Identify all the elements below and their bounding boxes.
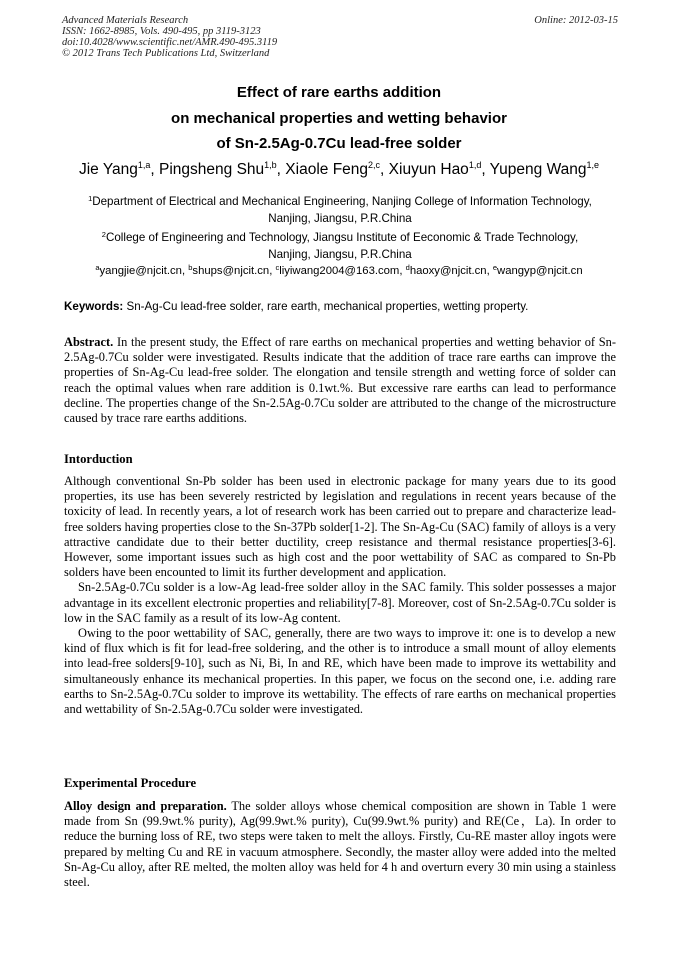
author-name: Pingsheng Shu (159, 161, 265, 178)
author-sep: , (276, 161, 286, 178)
email-address[interactable]: shups@njcit.cn (192, 265, 270, 277)
author-name: Jie Yang (78, 161, 138, 178)
email-sup: e (492, 263, 498, 272)
email-address[interactable]: liyiwang2004@163.com (279, 265, 400, 277)
title-line-3: of Sn-2.5Ag-0.7Cu lead-free solder (216, 135, 462, 152)
journal-name: Advanced Materials Research (62, 15, 189, 26)
author-sup: 1,a (137, 160, 151, 170)
email-sep: , (269, 265, 276, 277)
email-address[interactable]: wangyp@njcit.cn (497, 265, 583, 277)
doi-line[interactable]: doi:10.4028/www.scientific.net/AMR.490-495.3119 (62, 37, 278, 48)
journal-header (62, 15, 618, 59)
email-sep: , (399, 265, 406, 277)
author (389, 161, 490, 178)
affiliation-sup: 1 (88, 194, 93, 203)
author-name: Xiuyun Hao (388, 161, 469, 178)
introduction-paragraph-2: Sn-2.5Ag-0.7Cu solder is a low-Ag lead-free solder alloy in the SAC family. This solder possesses a major advantage in its excellent electronic properties and reliability[7-8]. Moreover, cost of Sn-2.5Ag-0.7Cu solder is low in the SAC family as a result of its low-Ag content. (64, 580, 616, 625)
email-sep: , (181, 265, 189, 277)
author-sep: , (150, 161, 160, 178)
subsection-label: Alloy design and preparation. (64, 799, 227, 813)
affiliation-text: Department of Electrical and Mechanical Engineering, Nanjing College of Information Technology, (92, 195, 592, 208)
author-sep: , (380, 161, 389, 178)
introduction-paragraph-1: Although conventional Sn-Pb solder has been used in electronic package for many years due to its good properties, its use has been severely restricted by legislation and regulations in recent years because of the toxicity of lead. In recently years, a lot of research work has been carried out to prepare and characterize lead-free solders having properties close to the Sn-37Pb solder[1-2]. The Sn-Ag-Cu (SAC) family of alloys is a very attractive candidate due to their better ductility, creep resistance and thermal resistance properties[3-6]. However, some important issues such as high cost and the poor wettability of SAC as compared to Sn-Pb solders have been encounted to limit its further development and application. (64, 474, 616, 580)
author (159, 161, 285, 178)
title-line-2: on mechanical properties and wetting behavior (171, 109, 507, 127)
email[interactable] (95, 265, 188, 277)
author-sep: , (481, 161, 490, 178)
author-sup: 1,d (468, 160, 482, 170)
abstract-text: In the present study, the Effect of rare earths on mechanical properties and wetting behavior of Sn-2.5Ag-0.7Cu solder were investigated. Results indicate that the addition of trace rare earths can improve the properties of Sn-Ag-Cu lead-free solder. The elongation and tensile strength and wetting force of solder can reach the optimal values when rare addition is 0.1wt.%. But excessive rare earths can lead to performance decline. The properties change of the Sn-2.5Ag-0.7Cu solder are attributed to the change of the microstructure caused by trace rare earths additions. (64, 335, 616, 426)
email-list (30, 263, 648, 280)
email-sup: d (405, 263, 410, 272)
experimental-body (64, 799, 616, 890)
copyright-line: © 2012 Trans Tech Publications Ltd, Switzerland (62, 48, 270, 59)
affiliation-1-line-2: Nanjing, Jiangsu, P.R.China (268, 212, 412, 225)
experimental-paragraph-1 (64, 799, 616, 890)
email-address[interactable]: haoxy@njcit.cn (409, 265, 487, 277)
section-heading-introduction: Intorduction (64, 452, 133, 466)
author-sup: 2,c (368, 160, 381, 170)
email-sep: , (486, 265, 493, 277)
affiliation-2-line-1 (60, 229, 620, 246)
keywords (64, 298, 616, 316)
experimental-text: The solder alloys whose chemical composition are shown in Table 1 were made from Sn (99.9wt.% purity), Ag(99.9wt.% purity), Cu(99.9wt.% purity) and RE(Ce，La). In order to reduce the burning loss of RE, two steps were taken to melt the alloys. Firstly, Cu-RE master alloy ingots were prepared by melting Cu and RE in vacuum atmosphere. Secondly, the master alloy were added into the melted Sn-Ag-Cu alloy, after RE melted, the molten alloy was held for 4 h and overturn every 30 min using a stainless steel. (64, 799, 616, 890)
title-line-1: Effect of rare earths addition (236, 84, 442, 101)
affiliation-1-line-1 (60, 193, 620, 210)
introduction-body (64, 474, 616, 717)
affiliation-sup: 2 (101, 230, 106, 239)
introduction-paragraph-3: Owing to the poor wettability of SAC, generally, there are two ways to improve it: one is to develop a new kind of flux which is fit for lead-free soldering, and the other is to introduce a small mount of alloy elements into lead-free solders[9-10], such as Ni, Bi, In and RE, which have been made to improve its wettability and simultaneously enhance its mechanical properties. In this paper, we focus on the second one, i.e. adding rare earths to Sn-2.5Ag-0.7Cu solder to improve its wettability. The effects of rare earths on mechanical properties and wettability of Sn-2.5Ag-0.7Cu solder were investigated. (64, 626, 616, 717)
affiliation-1 (60, 193, 620, 227)
author-name: Xiaole Feng (285, 161, 369, 178)
author-sup: 1,b (264, 160, 277, 170)
email[interactable] (275, 265, 405, 277)
section-heading-experimental: Experimental Procedure (64, 776, 197, 790)
author (490, 161, 599, 178)
abstract-label: Abstract. (64, 335, 114, 349)
email[interactable] (493, 265, 583, 277)
email[interactable] (406, 265, 493, 277)
email-sup: b (188, 263, 193, 272)
email[interactable] (188, 265, 275, 277)
keywords-label: Keywords: (64, 300, 124, 313)
author-sup: 1,e (586, 160, 599, 170)
online-date: Online: 2012-03-15 (534, 15, 618, 26)
abstract-paragraph (64, 335, 616, 426)
author (79, 161, 159, 178)
email-address[interactable]: yangjie@njcit.cn (99, 265, 182, 277)
author (285, 161, 388, 178)
keywords-text: Sn-Ag-Cu lead-free solder, rare earth, mechanical properties, wetting property. (123, 300, 529, 313)
affiliation-text: College of Engineering and Technology, Jiangsu Institute of Eeconomic & Trade Technology, (105, 231, 579, 244)
affiliation-2-line-2: Nanjing, Jiangsu, P.R.China (268, 248, 412, 261)
issn-line: ISSN: 1662-8985, Vols. 490-495, pp 3119-3123 (62, 26, 261, 37)
paper-title (0, 80, 678, 157)
author-list (0, 160, 678, 180)
author-name: Yupeng Wang (489, 161, 587, 178)
email-sup: a (95, 263, 100, 272)
affiliation-2 (60, 229, 620, 263)
email-sup: c (275, 263, 280, 272)
abstract (64, 335, 616, 426)
